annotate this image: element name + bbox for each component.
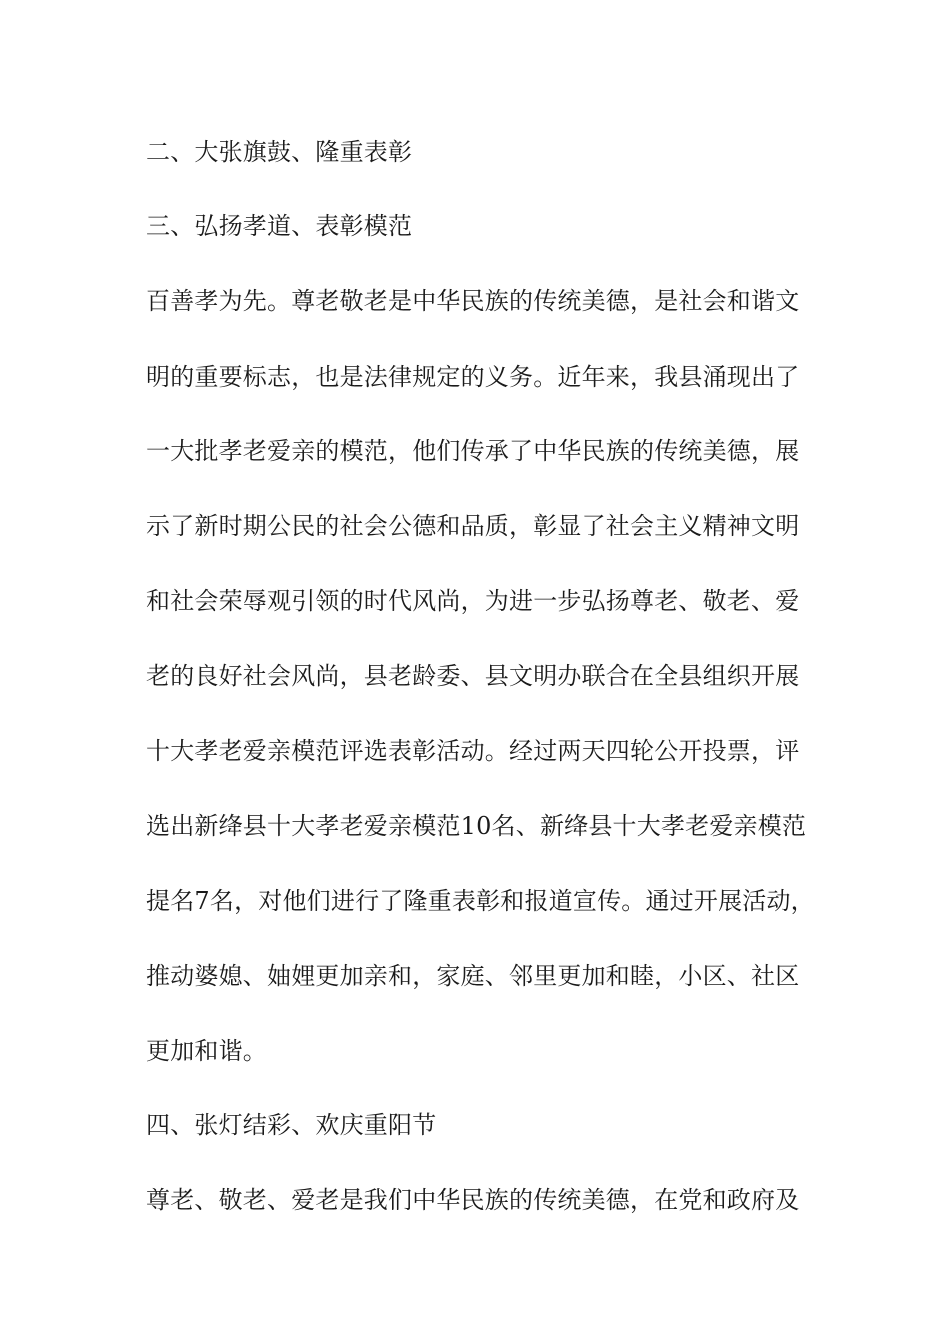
paragraph-line: 明的重要标志，也是法律规定的义务。近年来，我县涌现出了: [146, 363, 800, 391]
paragraph-line: 十大孝老爱亲模范评选表彰活动。经过两天四轮公开投票，评: [146, 737, 800, 765]
paragraph-line: 提名7名，对他们进行了隆重表彰和报道宣传。通过开展活动，: [146, 887, 815, 915]
paragraph-line: 选出新绛县十大孝老爱亲模范10名、新绛县十大孝老爱亲模范: [146, 812, 807, 840]
paragraph-line: 更加和谐。: [146, 1037, 267, 1065]
paragraph-line: 推动婆媳、妯娌更加亲和，家庭、邻里更加和睦，小区、社区: [146, 962, 800, 990]
section-heading-4: 四、张灯结彩、欢庆重阳节: [146, 1111, 437, 1139]
section-heading-2: 二、大张旗鼓、隆重表彰: [146, 138, 413, 166]
section-heading-3: 三、弘扬孝道、表彰模范: [146, 212, 413, 240]
paragraph-line: 示了新时期公民的社会公德和品质，彰显了社会主义精神文明: [146, 512, 800, 540]
paragraph-line: 一大批孝老爱亲的模范，他们传承了中华民族的传统美德，展: [146, 437, 800, 465]
paragraph-line: 老的良好社会风尚，县老龄委、县文明办联合在全县组织开展: [146, 662, 800, 690]
paragraph-line: 尊老、敬老、爱老是我们中华民族的传统美德，在党和政府及: [146, 1186, 800, 1214]
paragraph-line: 和社会荣辱观引领的时代风尚，为进一步弘扬尊老、敬老、爱: [146, 587, 800, 615]
paragraph-line: 百善孝为先。尊老敬老是中华民族的传统美德，是社会和谐文: [146, 287, 800, 315]
